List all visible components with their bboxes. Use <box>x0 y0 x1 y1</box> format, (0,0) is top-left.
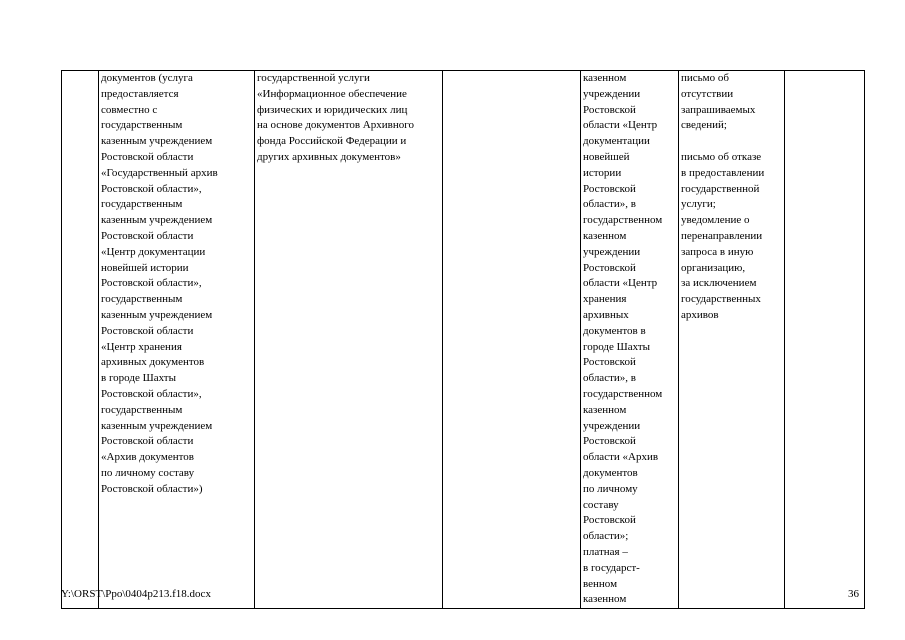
cell-text-line: документов (услуга <box>101 72 193 84</box>
cell-text-line: Ростовской <box>583 182 636 195</box>
cell-text-line: государственным <box>101 293 183 306</box>
document-table <box>61 70 865 609</box>
cell-text-line: области «Архив <box>583 451 659 464</box>
cell-text-line: фонда Российской Федерации и <box>257 135 407 148</box>
table-cell-empty <box>443 71 581 609</box>
cell-text-line: Ростовской области <box>101 324 194 337</box>
cell-text-line: учреждении <box>583 87 641 100</box>
cell-text-line: в городе Шахты <box>101 372 176 385</box>
cell-text-line: государственным <box>101 198 183 211</box>
cell-text-line: хранения <box>583 293 627 306</box>
cell-text-line: «Центр документации <box>101 245 206 258</box>
cell-text-line: Ростовской <box>583 435 636 448</box>
cell-text-line: казенном <box>583 593 627 606</box>
table-row <box>62 71 865 609</box>
cell-text-line: сведений; <box>681 119 727 132</box>
cell-text-line: «Информационное обеспечение <box>257 87 407 100</box>
cell-text-line: документов <box>583 466 638 479</box>
cell-text-line: других архивных документов» <box>257 150 401 163</box>
cell-text-line: государственной услуги <box>257 72 370 84</box>
cell-text-line: запроса в иную <box>681 245 754 258</box>
cell-text-line: физических и юридических лиц <box>257 103 408 116</box>
cell-text-line: перенаправлении <box>681 229 763 242</box>
footer-file-path: Y:\ORST\Ppo\0404p213.f18.docx <box>61 588 211 600</box>
cell-text-line: документов в <box>583 324 646 337</box>
cell-text-line: письмо об отказе <box>681 150 762 163</box>
cell-text-line: государственным <box>101 403 183 416</box>
cell-text-line: архивных документов <box>101 356 205 369</box>
cell-text-line: за исключением <box>681 277 757 290</box>
cell-text-line: архивных <box>583 308 629 321</box>
cell-text-line: предоставляется <box>101 87 179 100</box>
table-cell-service-description <box>99 71 255 609</box>
cell-text-line: истории <box>583 166 622 179</box>
cell-text-line: области», в <box>583 198 636 211</box>
cell-text-line: уведомление о <box>681 214 750 227</box>
cell-text-line: Ростовской области <box>101 229 194 242</box>
table-cell-number <box>62 71 99 609</box>
cell-text-line: отсутствии <box>681 87 734 100</box>
cell-text-line: учреждении <box>583 245 641 258</box>
cell-text-line: казенным учреждением <box>101 135 213 148</box>
cell-text-line: Ростовской области», <box>101 277 202 290</box>
cell-text-line: услуги; <box>681 198 716 211</box>
cell-text-line: городе Шахты <box>583 340 651 353</box>
table-cell-service-name <box>255 71 443 609</box>
cell-text-line: запрашиваемых <box>681 103 756 116</box>
cell-text-line: государственных <box>681 293 761 306</box>
cell-text-line: «Архив документов <box>101 451 195 464</box>
cell-text-line: казенным учреждением <box>101 308 213 321</box>
cell-text-line: области «Центр <box>583 277 658 290</box>
cell-text-line <box>681 134 784 150</box>
cell-text-line: казенном <box>583 403 627 416</box>
cell-text-line: государственной <box>681 182 760 195</box>
cell-text-line: области», в <box>583 372 636 385</box>
cell-text-line: по личному <box>583 482 638 495</box>
cell-text-line: государственным <box>101 119 183 132</box>
cell-text-line: Ростовской области <box>101 150 194 163</box>
cell-text-line: в предоставлении <box>681 166 765 179</box>
cell-text-line: Ростовской области») <box>101 482 203 495</box>
cell-text-line: совместно с <box>101 103 158 116</box>
cell-text-line: казенном <box>583 229 627 242</box>
cell-text-line: документации <box>583 135 650 148</box>
cell-text-line: на основе документов Архивного <box>257 119 414 132</box>
cell-text-line: «Государственный архив <box>101 166 218 179</box>
cell-text-line: платная – <box>583 545 628 558</box>
cell-text-line: Ростовской <box>583 356 636 369</box>
cell-text-line: учреждении <box>583 419 641 432</box>
cell-text-line: области»; <box>583 530 629 543</box>
cell-text-line: области «Центр <box>583 119 658 132</box>
cell-text-line: венном <box>583 577 618 590</box>
cell-text-line: государственном <box>583 387 663 400</box>
cell-text-line: казенном <box>583 72 627 84</box>
cell-text-line: составу <box>583 498 619 511</box>
cell-text-line: казенным учреждением <box>101 214 213 227</box>
cell-text-line: Ростовской <box>583 514 636 527</box>
cell-text-line: «Центр хранения <box>101 340 182 353</box>
footer-page-number: 36 <box>848 588 859 600</box>
cell-text-line: Ростовской области <box>101 435 194 448</box>
cell-text-line: письмо об <box>681 72 729 84</box>
cell-text-line: Ростовской области», <box>101 182 202 195</box>
cell-text-line: по личному составу <box>101 466 195 479</box>
cell-text-line: новейшей <box>583 150 630 163</box>
table-cell-provider <box>581 71 679 609</box>
cell-text-line: Ростовской области», <box>101 387 202 400</box>
cell-text-line: государственном <box>583 214 663 227</box>
cell-text-line: в государст- <box>583 561 640 574</box>
table-cell-result <box>679 71 785 609</box>
cell-text-line: организацию, <box>681 261 746 274</box>
cell-text-line: Ростовской <box>583 103 636 116</box>
table-cell-last <box>785 71 865 609</box>
cell-text-line: казенным учреждением <box>101 419 213 432</box>
cell-text-line: новейшей истории <box>101 261 189 274</box>
cell-text-line: архивов <box>681 308 719 321</box>
cell-text-line: Ростовской <box>583 261 636 274</box>
